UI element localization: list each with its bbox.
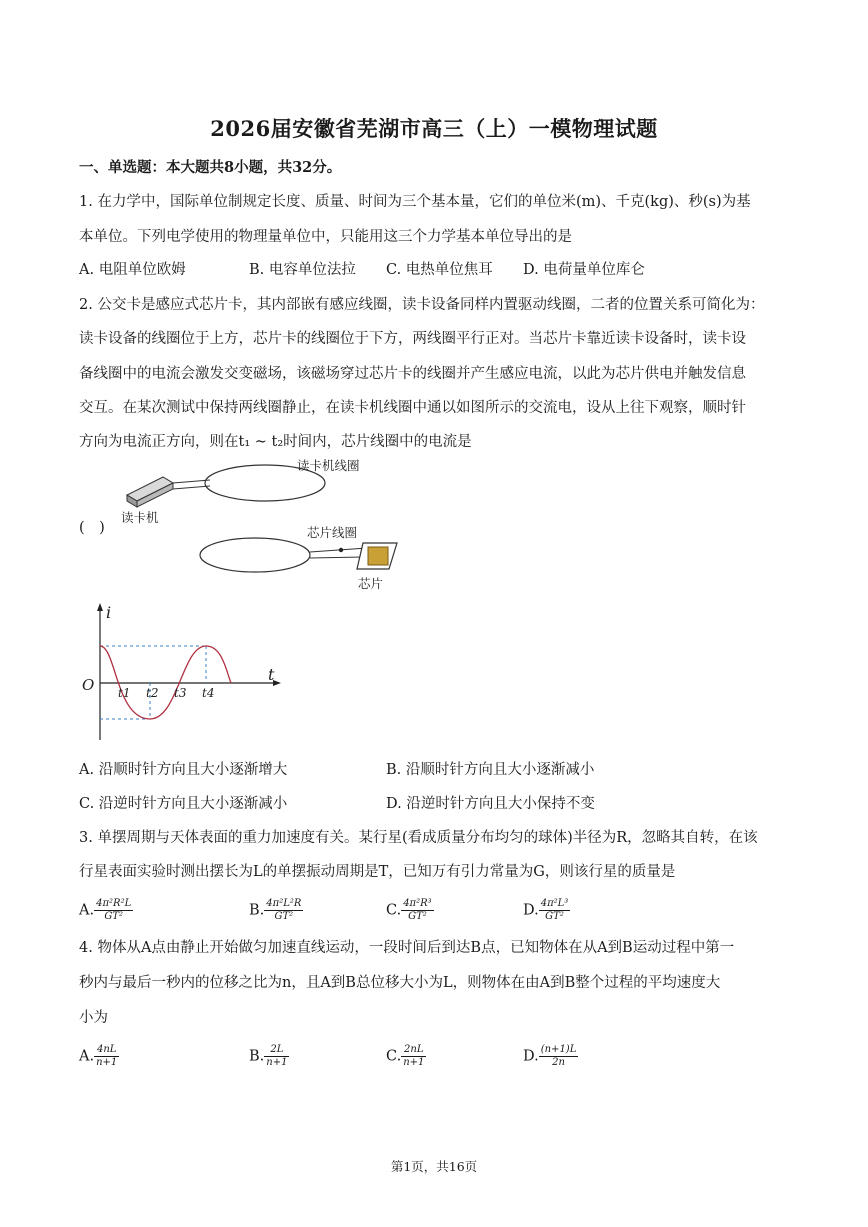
- q2-line5: 方向为电流正方向，则在t₁ ~ t₂时间内，芯片线圈中的电流是: [79, 434, 472, 450]
- q4-option-a: [79, 1044, 119, 1069]
- q3-option-a-label: A.: [79, 902, 95, 919]
- tick-t1: t1: [118, 686, 131, 700]
- q3-option-c-den: GT²: [408, 911, 427, 922]
- q2-line2: 读卡设备的线圈位于上方，芯片卡的线圈位于下方，两线圈平行正对。当芯片卡靠近读卡设备时，读卡设: [79, 331, 746, 347]
- q4-option-a-den: n+1: [96, 1057, 118, 1068]
- q2-answer-bracket: ( ): [79, 520, 105, 536]
- q2-line3: 备线圈中的电流会激发交变磁场，该磁场穿过芯片卡的线圈并产生感应电流，以此为芯片供电并触发信息: [79, 366, 746, 382]
- q1-option-b: B. 电容单位法拉: [249, 262, 356, 278]
- q2-option-c: C. 沿逆时针方向且大小逐渐减小: [79, 796, 288, 812]
- tick-t4: t4: [202, 686, 215, 700]
- origin-label: O: [82, 676, 95, 694]
- q3-option-c-label: C.: [386, 902, 402, 919]
- reader-label: 读卡机: [121, 510, 159, 525]
- q4-option-c-label: C.: [386, 1048, 402, 1065]
- q4-option-d-den: 2n: [552, 1057, 565, 1068]
- q3-option-b-label: B.: [249, 902, 265, 919]
- q4-option-a-label: A.: [79, 1048, 95, 1065]
- q4-option-c-den: n+1: [403, 1057, 425, 1068]
- q3-option-b: [249, 898, 303, 923]
- tick-t3: t3: [174, 686, 187, 700]
- q3-option-b-den: GT²: [274, 911, 294, 922]
- q2-option-a: A. 沿顺时针方向且大小逐渐增大: [79, 762, 288, 778]
- q2-option-d: D. 沿逆时针方向且大小保持不变: [386, 796, 595, 812]
- q3-option-c-num: 4π²R³: [403, 898, 432, 909]
- q3-option-d-num: 4π²L³: [540, 898, 569, 909]
- q3-option-a-num: 4π²R²L: [96, 898, 132, 909]
- q4-option-a-num: 4nL: [94, 1044, 119, 1057]
- chip-coil-label: 芯片线圈: [307, 525, 358, 540]
- q2-line4: 交互。在某次测试中保持两线圈静止，在读卡机线圈中通以如图所示的交流电，设从上往下观察，顺时针: [79, 400, 746, 416]
- q4-option-d: [523, 1044, 578, 1069]
- axis-t-label: t: [268, 665, 275, 684]
- reader-coil-label: 读卡机线圈: [297, 458, 360, 473]
- q4-option-c: [386, 1044, 426, 1069]
- q2-option-b: B. 沿顺时针方向且大小逐渐减小: [386, 762, 595, 778]
- q1-option-a: A. 电阻单位欧姆: [79, 262, 186, 278]
- q4-line2: 秒内与最后一秒内的位移之比为n，且A到B总位移大小为L，则物体在由A到B整个过程的平均速度大: [79, 975, 721, 991]
- q3-option-b-num: 4π²L²R: [266, 898, 302, 909]
- q3-option-a-den: GT²: [104, 911, 123, 922]
- q4-option-b: [249, 1044, 289, 1069]
- q4-line3: 小为: [79, 1010, 108, 1026]
- q1-option-d: D. 电荷量单位库仑: [523, 262, 645, 278]
- coil-diagram: [115, 455, 415, 595]
- q4-option-b-num: 2L: [264, 1044, 289, 1057]
- section-heading: 一、单选题：本大题共8小题，共32分。: [79, 159, 342, 176]
- q3-line2: 行星表面实验时测出摆长为L的单摆振动周期是T，已知万有引力常量为G，则该行星的质量是: [79, 864, 676, 880]
- q3-line1: 3. 单摆周期与天体表面的重力加速度有关。某行星(看成质量分布均匀的球体)半径为R，忽略其自转，在该: [79, 830, 758, 846]
- q3-option-d-den: GT²: [545, 911, 564, 922]
- q4-option-d-label: D.: [523, 1048, 539, 1065]
- q4-option-b-label: B.: [249, 1048, 265, 1065]
- q4-line1: 4. 物体从A点由静止开始做匀加速直线运动，一段时间后到达B点，已知物体在从A到B运动过程中第一: [79, 940, 735, 956]
- q3-option-c: [386, 898, 434, 923]
- current-time-graph: [78, 600, 288, 750]
- tick-t2: t2: [146, 686, 159, 700]
- q1-line1: 1. 在力学中，国际单位制规定长度、质量、时间为三个基本量，它们的单位米(m)、千克(kg)、秒(s)为基: [79, 194, 751, 210]
- q1-line2: 本单位。下列电学使用的物理量单位中，只能用这三个力学基本单位导出的是: [79, 229, 572, 245]
- q3-option-a: [79, 898, 133, 923]
- chip-figure: [357, 543, 397, 569]
- page-footer: 第1页，共16页: [390, 1159, 478, 1174]
- q4-option-c-num: 2nL: [401, 1044, 426, 1057]
- q1-option-c: C. 电热单位焦耳: [386, 262, 493, 278]
- q3-option-d: [523, 898, 570, 923]
- axis-i-label: i: [106, 603, 112, 622]
- q3-option-d-label: D.: [523, 902, 539, 919]
- q2-line1: 2. 公交卡是感应式芯片卡，其内部嵌有感应线圈，读卡设备同样内置驱动线圈，二者的位置关系可简化为：: [79, 297, 765, 313]
- page-title: 2026届安徽省芜湖市高三（上）一模物理试题: [210, 116, 658, 141]
- chip-coil-ellipse: [200, 538, 310, 572]
- card-reader-figure: [127, 477, 210, 507]
- q4-option-b-den: n+1: [266, 1057, 288, 1068]
- q4-option-d-num: (n+1)L: [540, 1044, 577, 1055]
- chip-label: 芯片: [358, 576, 384, 591]
